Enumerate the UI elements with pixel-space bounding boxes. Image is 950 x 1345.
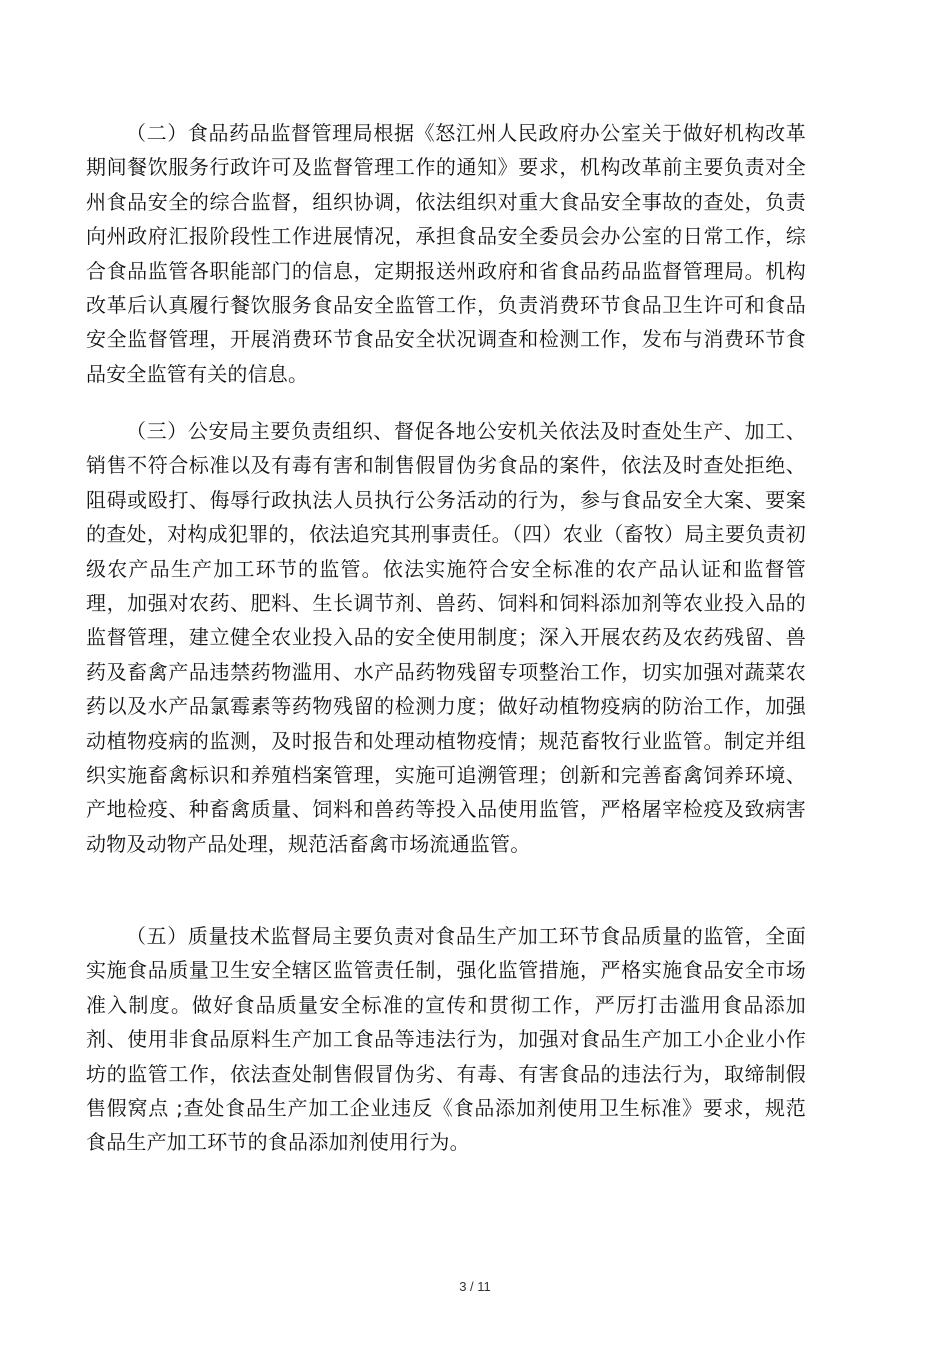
page-number: 3 / 11: [459, 1279, 491, 1294]
paragraph-food-drug-bureau: （二）食品药品监督管理局根据《怒江州人民政府办公室关于做好机构改革期间餐饮服务行政许可及监督管理工作的通知》要求，机构改革前主要负责对全州食品安全的综合监督，组织协调，依法组织对重大食品安全事故的查处，负责向州政府汇报阶段性工作进展情况，承担食品安全委员会办公室的日常工作，综合食品监管各职能部门的信息，定期报送州政府和省食品药品监督管理局。机构改革后认真履行餐饮服务食品安全监管工作，负责消费环节食品卫生许可和食品安全监督管理，开展消费环节食品安全状况调查和检测工作，发布与消费环节食品安全监管有关的信息。: [86, 121, 806, 386]
paragraph-quality-supervision: （五）质量技术监督局主要负责对食品生产加工环节食品质量的监管，全面实施食品质量卫生安全辖区监管责任制，强化监管措施，严格实施食品安全市场准入制度。做好食品质量安全标准的宣传和贯彻工作，严厉打击滥用食品添加剂、使用非食品原料生产加工食品等违法行为，加强对食品生产加工小企业小作坊的监管工作，依法查处制售假冒伪劣、有毒、有害食品的违法行为，取缔制假售假窝点 ;查处食品生产加工企业违反《食品添加剂使用卫生标准》要求，规范食品生产加工环节的食品添加剂使用行为。: [86, 924, 806, 1155]
paragraph-public-security-agriculture: （三）公安局主要负责组织、督促各地公安机关依法及时查处生产、加工、销售不符合标准以及有毒有害和制售假冒伪劣食品的案件，依法及时查处拒绝、阻碍或殴打、侮辱行政执法人员执行公务活动的行为，参与食品安全大案、要案的查处，对构成犯罪的，依法追究其刑事责任。（四）农业（畜牧）局主要负责初级农产品生产加工环节的监管。依法实施符合安全标准的农产品认证和监督管理，加强对农药、肥料、生长调节剂、兽药、饲料和饲料添加剂等农业投入品的监督管理，建立健全农业投入品的安全使用制度；深入开展农药及农药残留、兽药及畜禽产品违禁药物滥用、水产品药物残留专项整治工作，切实加强对蔬菜农药以及水产品氯霉素等药物残留的检测力度；做好动植物疫病的防治工作，加强动植物疫病的监测，及时报告和处理动植物疫情；规范畜牧行业监管。制定并组织实施畜禽标识和养殖档案管理，实施可追溯管理；创新和完善畜禽饲养环境、产地检疫、种畜禽质量、饲料和兽药等投入品使用监管，严格屠宰检疫及致病害动物及动物产品处理，规范活畜禽市场流通监管。: [86, 419, 806, 856]
